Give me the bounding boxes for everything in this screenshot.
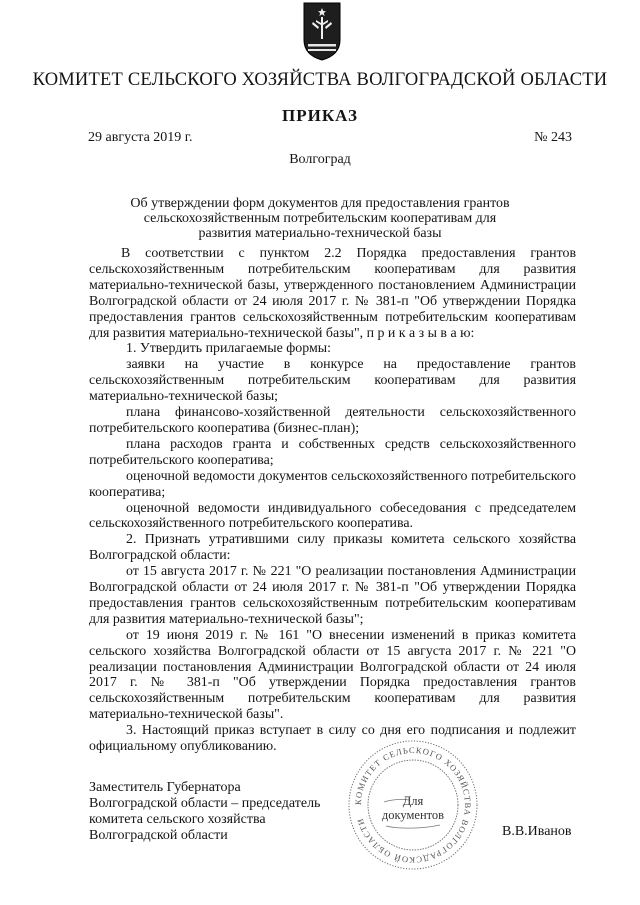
- organization-title: КОМИТЕТ СЕЛЬСКОГО ХОЗЯЙСТВА ВОЛГОГРАДСКОЙ ОБЛАСТИ: [32, 70, 608, 90]
- item-2-heading: 2. Признать утратившими силу приказы комитета сельского хозяйства Волгоградской области:: [89, 532, 576, 564]
- document-subject: Об утверждении форм документов для предоставления грантов сельскохозяйственным потребительским кооперативам для развития материально-технической базы: [130, 196, 510, 241]
- document-body: [89, 246, 576, 755]
- volgograd-emblem-icon: [301, 0, 343, 62]
- form-application: заявки на участие в конкурсе на предоставление грантов сельскохозяйственным потребительским кооперативам для развития материально-технической базы;: [89, 357, 576, 405]
- signatory-position: [89, 780, 320, 844]
- document-date: 29 августа 2019 г.: [88, 130, 193, 145]
- document-number: № 243: [534, 130, 572, 145]
- item-3-effective-date: 3. Настоящий приказ вступает в силу со дня его подписания и подлежит официальному опубликованию.: [89, 723, 576, 755]
- stamp-ring-text: КОМИТЕТ СЕЛЬСКОГО ХОЗЯЙСТВА ВОЛГОГРАДСКОЙ ОБЛАСТИ: [352, 744, 474, 866]
- document-city: Волгоград: [289, 152, 351, 167]
- signatory-position-line: Волгоградской области – председатель: [89, 796, 321, 811]
- item-1-heading: 1. Утвердить прилагаемые формы:: [126, 341, 331, 357]
- form-document-assessment: оценочной ведомости документов сельскохозяйственного потребительского кооператива;: [89, 468, 576, 500]
- signatory-position-line: Волгоградской области: [89, 828, 228, 843]
- form-expense-plan: плана расходов гранта и собственных средств сельскохозяйственного потребительского кооператива;: [89, 436, 576, 468]
- preamble-paragraph: В соответствии с пунктом 2.2 Порядка предоставления грантов сельскохозяйственным потребительским кооперативам для развития материально-технической базы, утвержденного постановлением Администрации Волгоградской области от 24 июля 2017 г. № 381-п "Об утверждении Порядка предоставления грантов сельскохозяйственным потребительским кооперативам для развития материально-технической базы", п р и к а з ы в а ю:: [89, 246, 576, 341]
- document-type-heading: ПРИКАЗ: [282, 106, 358, 125]
- signatory-position-line: комитета сельского хозяйства: [89, 812, 266, 827]
- form-interview-assessment: оценочной ведомости индивидуального собеседования с председателем сельскохозяйственного потребительского кооператива.: [89, 500, 576, 532]
- form-business-plan: плана финансово-хозяйственной деятельности сельскохозяйственного потребительского кооператива (бизнес-план);: [89, 405, 576, 436]
- repealed-order-161: от 19 июня 2019 г. № 161 "О внесении изменений в приказ комитета сельского хозяйства Волгоградской области от 15 августа 2017 г. № 221 "О реализации постановления Администрации Волгоградской области от 24 июля 2017 г. № 381-п "Об утверждении Порядка предоставления грантов сельскохозяйственным потребительским кооперативам для развития материально-технической базы".: [89, 627, 576, 723]
- official-stamp: [346, 738, 480, 872]
- signatory-name: В.В.Иванов: [502, 824, 572, 839]
- repealed-order-221: от 15 августа 2017 г. № 221 "О реализации постановления Администрации Волгоградской области от 24 июля 2017 г. № 381-п "Об утверждении Порядка предоставления грантов сельскохозяйственным потребительским кооперативам для развития материально-технической базы";: [89, 564, 576, 627]
- stamp-center-text: Для документов: [381, 794, 445, 822]
- signatory-position-line: Заместитель Губернатора: [89, 780, 241, 795]
